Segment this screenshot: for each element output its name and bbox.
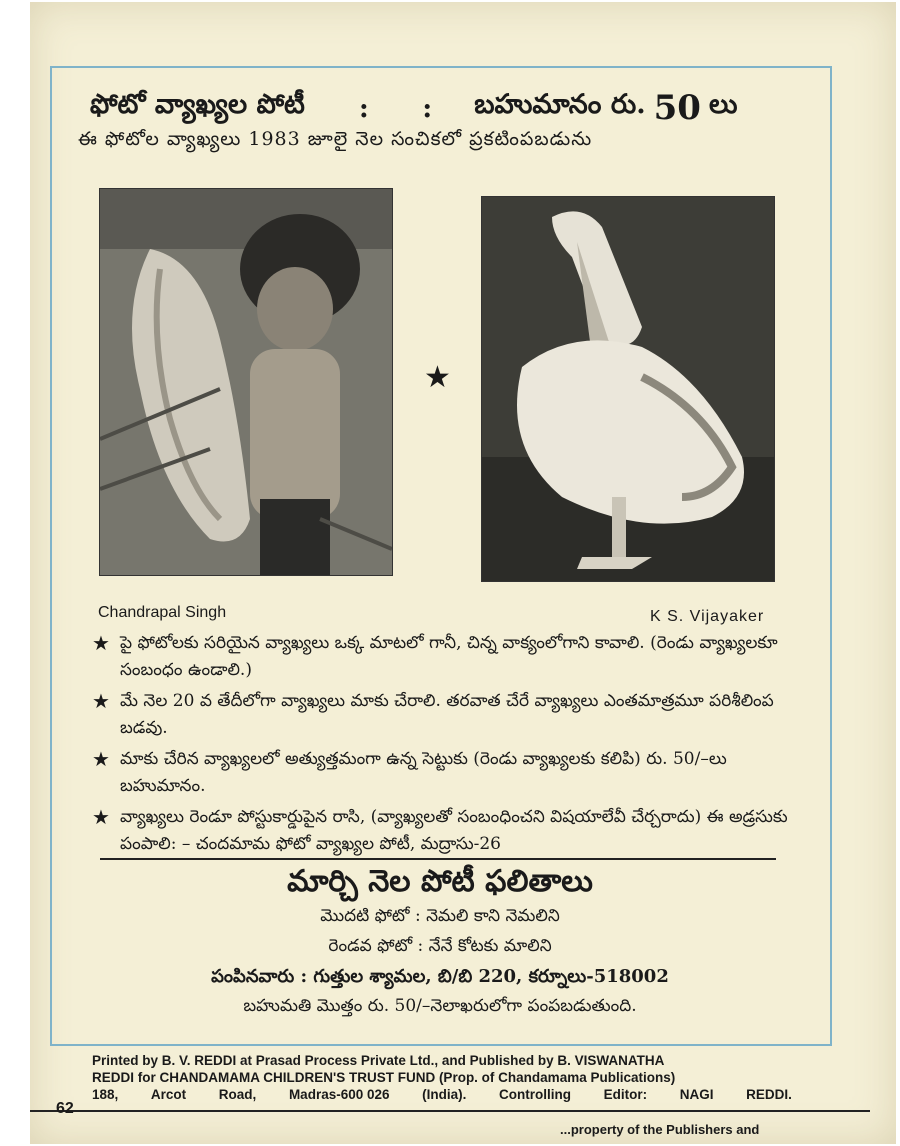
imprint-word: Road, [218, 1087, 257, 1102]
imprint-footer [92, 1052, 792, 1103]
rule-text: వ్యాఖ్యలు రెండూ పోస్టుకార్డుపైన రాసి, (వ్యాఖ్యలతో సంబంధించని విషయాలేవీ చేర్చరాదు) ఈ అడ్రసుకు పంపాలి: – చందమామ ఫోటో వ్యాఖ్యల పోటీ, మద్రాసు-26 [120, 807, 788, 854]
section-divider [100, 858, 776, 860]
star-bullet-icon: ★ [92, 747, 110, 771]
contest-subtitle: ఈ ఫోటోల వ్యాఖ్యలు 1983 జూలై నెల సంచికలో ప్రకటింపబడును [78, 128, 593, 150]
second-photo-caption: రెండవ ఫోటో : నేనే కోటకు మాలిని [328, 936, 552, 956]
winner-sender: పంపినవారు : గుత్తుల శ్యామల, బి/బి 220, కర్నూలు-518002 [211, 966, 669, 987]
rule-text: మాకు చేరిన వ్యాఖ్యలలో అత్యుత్తమంగా ఉన్న సెట్టుకు (రెండు వ్యాఖ్యలకు కలిపి) రు. 50/–లు బహుమానం. [120, 749, 727, 796]
rule-item [92, 804, 792, 858]
imprint-word: Controlling [499, 1087, 571, 1102]
imprint-word: Editor: [603, 1087, 648, 1102]
bottom-rule [30, 1110, 870, 1112]
prize-note: బహుమతి మొత్తం రు. 50/–నెలాఖరులోగా పంపబడుతుంది. [243, 996, 637, 1016]
divider-star-icon: ★ [424, 360, 451, 395]
imprint-word: 188, [92, 1087, 119, 1102]
first-photo-caption: మొదటి ఫోటో : నెమలి కాని నెమలిని [320, 906, 560, 926]
rule-item [92, 630, 792, 684]
prize-prefix: బహుమానం రు. [474, 89, 646, 120]
star-bullet-icon: ★ [92, 689, 110, 713]
rule-item [92, 688, 792, 742]
star-bullet-icon: ★ [92, 805, 110, 829]
page-number: 62 [56, 1100, 74, 1117]
imprint-word: REDDI. [746, 1087, 792, 1102]
imprint-word: NAGI [679, 1087, 714, 1102]
header-colons: : : [358, 92, 455, 124]
contest-rules [92, 630, 792, 862]
imprint-line-3 [92, 1086, 792, 1103]
rule-text: పై ఫోటోలకు సరియైన వ్యాఖ్యలు ఒక్క మాటలో గానీ, చిన్న వాక్యంలోగాని కావాలి. (రెండు వ్యాఖ్యలకూ సంబంధం ఉండాలి.) [120, 633, 778, 680]
photo-credit-right: K S. Vijayaker [650, 608, 765, 625]
imprint-word: (India). [422, 1087, 467, 1102]
cut-off-text: ...property of the Publishers and [560, 1122, 760, 1137]
prize-suffix: లు [708, 89, 738, 120]
photo-boy-with-fish [99, 188, 393, 576]
imprint-word: Arcot [150, 1087, 187, 1102]
imprint-word: Madras-600 026 [288, 1087, 390, 1102]
prize-amount: 50 [653, 88, 701, 128]
results-title: మార్చి నెల పోటీ ఫలితాలు [287, 864, 593, 899]
photo-credit-left: Chandrapal Singh [98, 604, 227, 621]
rule-text: మే నెల 20 వ తేదీలోగా వ్యాఖ్యలు మాకు చేరాలి. తరవాత చేరే వ్యాఖ్యలు ఎంతమాత్రమూ పరిశీలింప బడవు. [120, 691, 774, 738]
star-bullet-icon: ★ [92, 631, 110, 655]
contest-header [90, 88, 810, 128]
contest-title: ఫోటో వ్యాఖ్యల పోటీ [90, 89, 305, 120]
rule-item [92, 746, 792, 800]
imprint-line-1: Printed by B. V. REDDI at Prasad Process Private Ltd., and Published by B. VISWANATHA [92, 1053, 665, 1068]
photo-pelican [481, 196, 775, 582]
imprint-line-2: REDDI for CHANDAMAMA CHILDREN'S TRUST FUND (Prop. of Chandamama Publications) [92, 1070, 676, 1085]
